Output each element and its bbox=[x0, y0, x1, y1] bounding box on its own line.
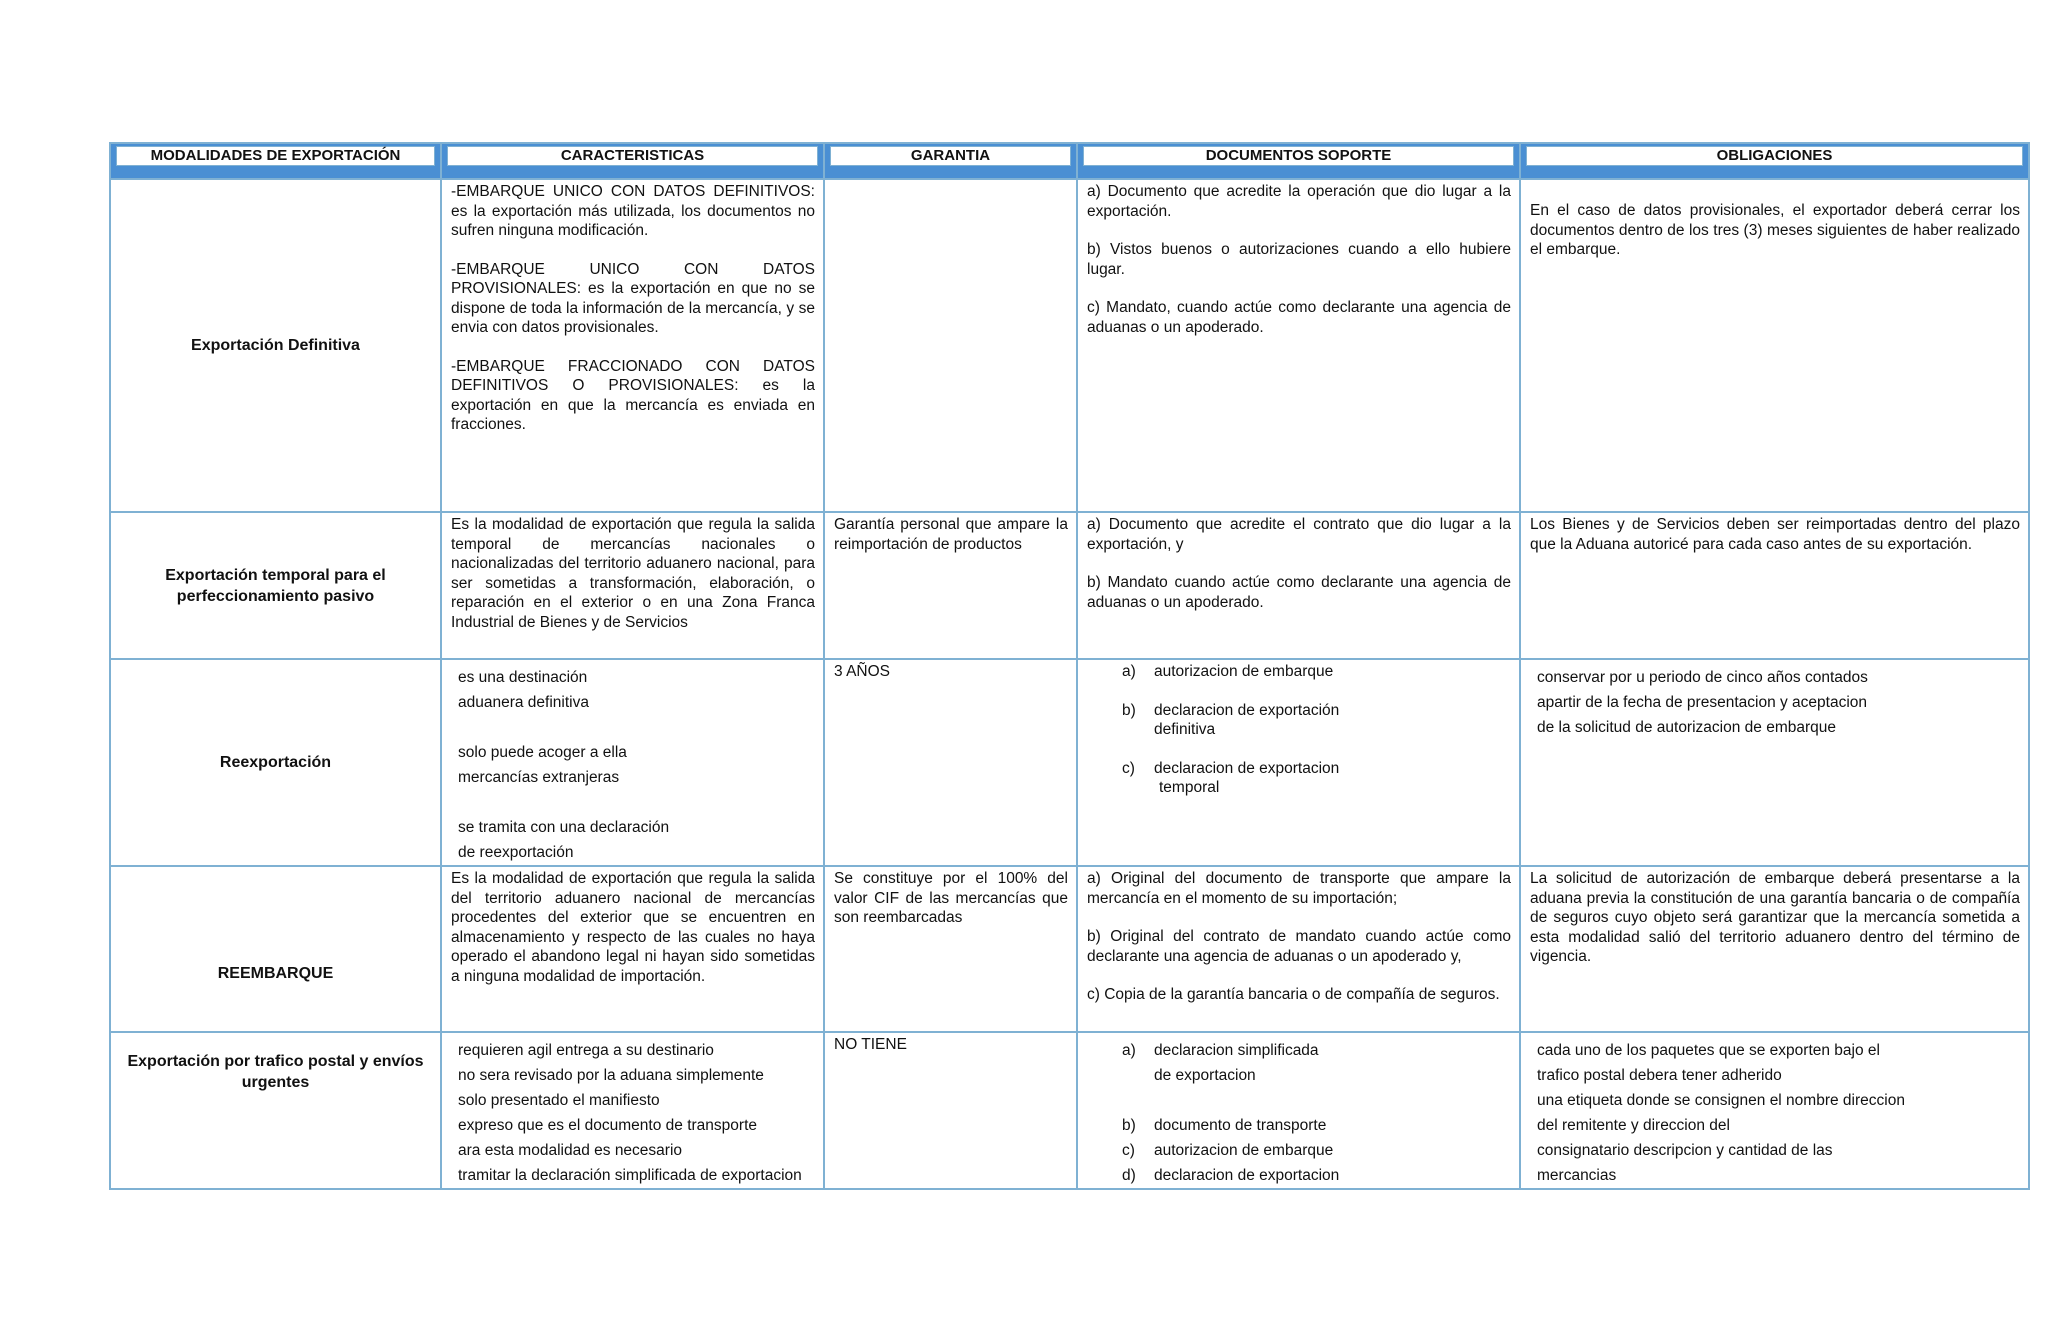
list-item: mercancias bbox=[1537, 1167, 1617, 1184]
documentos-cell bbox=[1077, 179, 1520, 512]
table-row bbox=[110, 1032, 2029, 1189]
caracteristicas-cell: Es la modalidad de exportación que regula la salida del territorio aduanero nacional de mercancías procedentes del exterior que se encuentren en almacenamiento y respecto de las cuales no haya operado el abandono legal ni hayan sido sometidas a ninguna modalidad de importación. bbox=[441, 866, 824, 1032]
list-item: expreso que es el documento de transporte bbox=[458, 1117, 757, 1134]
list-item: es una destinación bbox=[458, 669, 588, 686]
list-item: c) autorizacion de embarque bbox=[1122, 1142, 1334, 1159]
documento-text: a) Documento que acredite la operación que dio lugar a la exportación. bbox=[1087, 183, 1511, 220]
garantia-cell: Se constituye por el 100% del valor CIF de las mercancías que son reembarcadas bbox=[824, 866, 1077, 1032]
list-item: b) declaracion de exportación bbox=[1122, 701, 1340, 719]
table-row bbox=[110, 512, 2029, 659]
obligaciones-cell: La solicitud de autorización de embarque deberá presentarse a la aduana previa la constitución de una garantía bancaria o de compañía de seguros cuyo objeto será garantizar que la mercancía sometida a esta modalidad salió del territorio aduanero dentro del término de vigencia. bbox=[1520, 866, 2029, 1032]
obligaciones-cell: Los Bienes y de Servicios deben ser reimportadas dentro del plazo que la Aduana autoricé para cada caso antes de su exportación. bbox=[1520, 512, 2029, 659]
caracteristicas-cell: Es la modalidad de exportación que regula la salida temporal de mercancías nacionales o nacionalizadas del territorio aduanero nacional, para ser sometidas a transformación, elaboración, o reparación en el exterior o en una Zona Franca Industrial de Bienes y de Servicios bbox=[441, 512, 824, 659]
modalidad-cell: REEMBARQUE bbox=[110, 866, 441, 1032]
list-item: trafico postal debera tener adherido bbox=[1537, 1067, 1782, 1084]
list-item: de reexportación bbox=[458, 844, 574, 861]
documento-text: b) Original del contrato de mandato cuando actúe como declarante una agencia de aduanas o un apoderado y, bbox=[1087, 928, 1511, 965]
list-item: solo puede acoger a ella bbox=[458, 744, 627, 761]
table-row bbox=[110, 866, 2029, 1032]
garantia-cell: 3 AÑOS bbox=[824, 659, 1077, 866]
documentos-cell bbox=[1077, 1032, 1520, 1189]
list-item: c) declaracion de exportacion bbox=[1122, 759, 1340, 777]
list-item: mercancías extranjeras bbox=[458, 769, 620, 786]
list-item: una etiqueta donde se consignen el nombre direccion bbox=[1537, 1092, 1905, 1109]
documento-text: c) Copia de la garantía bancaria o de compañía de seguros. bbox=[1087, 986, 1500, 1003]
list-item: no sera revisado por la aduana simplemente bbox=[458, 1067, 764, 1084]
caracteristicas-cell bbox=[441, 179, 824, 512]
list-gap bbox=[458, 790, 815, 815]
list-item: cada uno de los paquetes que se exporten bajo el bbox=[1537, 1042, 1880, 1059]
modalidad-cell: Exportación temporal para el perfeccionamiento pasivo bbox=[110, 512, 441, 659]
header-documentos: DOCUMENTOS SOPORTE bbox=[1077, 143, 1520, 179]
caracteristica-text: -EMBARQUE FRACCIONADO CON DATOS DEFINITIVOS O PROVISIONALES: es la exportación en que la mercancía es enviada en fracciones. bbox=[451, 357, 815, 433]
list-item: ara esta modalidad es necesario bbox=[458, 1142, 683, 1159]
list-item: a) autorizacion de embarque bbox=[1122, 663, 1334, 680]
export-modalities-table bbox=[109, 142, 2030, 1190]
documento-text: c) Mandato, cuando actúe como declarante una agencia de aduanas o un apoderado. bbox=[1087, 299, 1511, 336]
caracteristicas-cell bbox=[441, 1032, 824, 1189]
documento-text: b) Vistos buenos o autorizaciones cuando a ello hubiere lugar. bbox=[1087, 241, 1511, 278]
modalidad-cell: Exportación Definitiva bbox=[110, 179, 441, 512]
garantia-cell: NO TIENE bbox=[824, 1032, 1077, 1189]
list-item: a) declaracion simplificada bbox=[1122, 1042, 1319, 1059]
header-row bbox=[110, 143, 2029, 179]
export-modalities-table-wrapper bbox=[109, 142, 2028, 1190]
obligaciones-cell bbox=[1520, 659, 2029, 866]
list-item: requieren agil entrega a su destinario bbox=[458, 1042, 714, 1059]
obligaciones-cell bbox=[1520, 1032, 2029, 1189]
list-item: conservar por u periodo de cinco años contados bbox=[1537, 669, 1868, 686]
documento-text: a) Documento que acredite el contrato que dio lugar a la exportación, y bbox=[1087, 516, 1511, 553]
list-item: de la solicitud de autorizacion de embarque bbox=[1537, 719, 1836, 736]
table-row bbox=[110, 659, 2029, 866]
list-item: aduanera definitiva bbox=[458, 694, 589, 711]
documentos-cell bbox=[1077, 512, 1520, 659]
table-row bbox=[110, 179, 2029, 512]
list-item: consignatario descripcion y cantidad de las bbox=[1537, 1142, 1833, 1159]
list-item: b) documento de transporte bbox=[1122, 1117, 1327, 1134]
caracteristica-text: -EMBARQUE UNICO CON DATOS DEFINITIVOS: es la exportación más utilizada, los documentos no sufren ninguna modificación. bbox=[451, 183, 815, 239]
list-item-continuation: de exportacion bbox=[1154, 1067, 1256, 1084]
list-gap bbox=[458, 715, 815, 740]
header-garantia: GARANTIA bbox=[824, 143, 1077, 179]
header-obligaciones: OBLIGACIONES bbox=[1520, 143, 2029, 179]
list-item-continuation: definitiva bbox=[1154, 721, 1216, 738]
documento-text: a) Original del documento de transporte que ampare la mercancía en el momento de su importación; bbox=[1087, 870, 1511, 907]
modalidad-cell: Reexportación bbox=[110, 659, 441, 866]
list-item: solo presentado el manifiesto bbox=[458, 1092, 660, 1109]
list-item-continuation: temporal bbox=[1159, 779, 1220, 796]
list-item: del remitente y direccion del bbox=[1537, 1117, 1730, 1134]
obligaciones-cell: En el caso de datos provisionales, el exportador deberá cerrar los documentos dentro de los tres (3) meses siguientes de haber realizado el embarque. bbox=[1520, 179, 2029, 512]
garantia-cell: Garantía personal que ampare la reimportación de productos bbox=[824, 512, 1077, 659]
list-item: d) declaracion de exportacion bbox=[1122, 1167, 1340, 1184]
list-item: apartir de la fecha de presentacion y aceptacion bbox=[1537, 694, 1868, 711]
header-caracteristicas: CARACTERISTICAS bbox=[441, 143, 824, 179]
list-item: tramitar la declaración simplificada de exportacion bbox=[458, 1167, 802, 1184]
header-modalidades: MODALIDADES DE EXPORTACIÓN bbox=[110, 143, 441, 179]
list-item: se tramita con una declaración bbox=[458, 819, 670, 836]
documentos-cell bbox=[1077, 659, 1520, 866]
modalidad-cell: Exportación por trafico postal y envíos urgentes bbox=[110, 1032, 441, 1189]
garantia-cell bbox=[824, 179, 1077, 512]
documento-text: b) Mandato cuando actúe como declarante una agencia de aduanas o un apoderado. bbox=[1087, 574, 1511, 611]
documentos-cell bbox=[1077, 866, 1520, 1032]
caracteristica-text: -EMBARQUE UNICO CON DATOS PROVISIONALES: es la exportación en que no se dispone de toda la información de la mercancía, y se envia con datos provisionales. bbox=[451, 260, 815, 336]
caracteristicas-cell bbox=[441, 659, 824, 866]
